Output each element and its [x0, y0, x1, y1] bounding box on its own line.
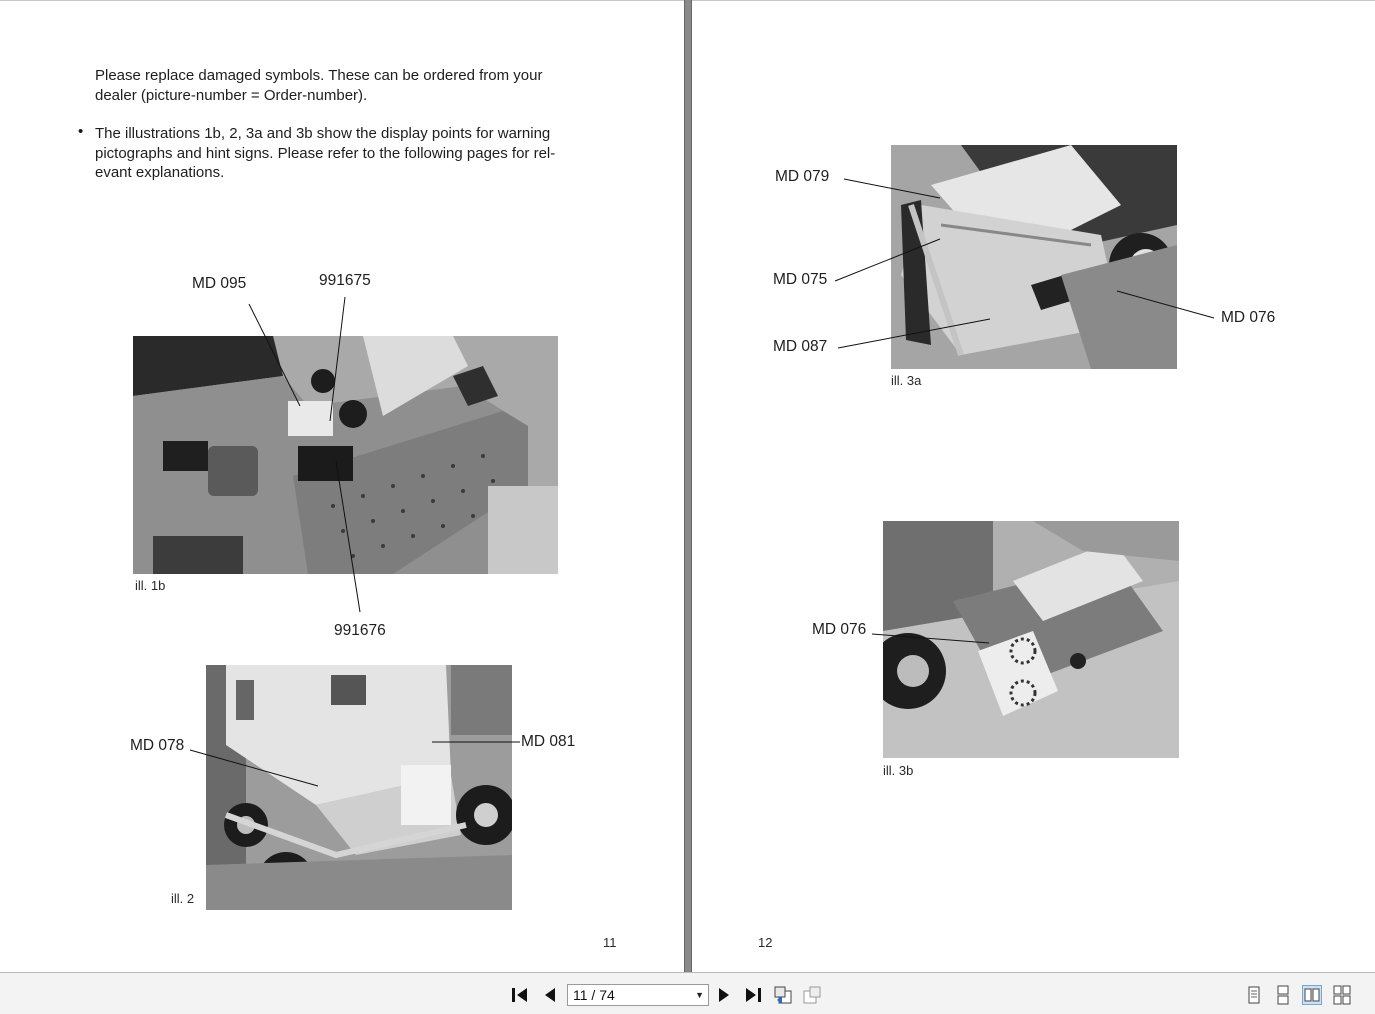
- paragraph-line: Please replace damaged symbols. These can be ordered from your: [95, 67, 543, 84]
- caption-ill-2: ill. 2: [171, 891, 195, 906]
- label-md-081: MD 081: [521, 733, 576, 750]
- paragraph-replace-symbols: [95, 66, 542, 105]
- label-md-079: MD 079: [775, 168, 830, 185]
- label-md-087: MD 087: [773, 338, 828, 355]
- continuous-facing-view-icon[interactable]: [1332, 985, 1352, 1005]
- paragraph-line: The illustrations 1b, 2, 3a and 3b show the display points for warning: [95, 125, 551, 142]
- prev-page-icon[interactable]: [539, 984, 561, 1006]
- label-md-075: MD 075: [773, 271, 828, 288]
- caption-ill-3b: ill. 3b: [883, 763, 914, 778]
- continuous-view-icon[interactable]: [1273, 985, 1293, 1005]
- paragraph-illustrations: [95, 124, 555, 183]
- caption-ill-3a: ill. 3a: [891, 373, 922, 388]
- page-indicator-text: 11 / 74: [573, 987, 615, 1003]
- paragraph-line: evant explanations.: [95, 164, 225, 181]
- photo-ill-3b: [883, 521, 1179, 758]
- page-gutter: [684, 0, 692, 972]
- page-number-select[interactable]: [567, 984, 709, 1006]
- single-page-view-icon[interactable]: [1244, 985, 1264, 1005]
- label-md-076-3a: MD 076: [1221, 309, 1276, 326]
- first-page-icon[interactable]: [509, 984, 531, 1006]
- label-991675: 991675: [319, 272, 371, 289]
- photo-ill-3a: [891, 145, 1177, 369]
- chevron-down-icon: ▼: [695, 990, 704, 1000]
- label-md-095: MD 095: [192, 275, 247, 292]
- label-991676: 991676: [334, 622, 386, 639]
- next-page-icon[interactable]: [713, 984, 735, 1006]
- last-page-icon[interactable]: [742, 984, 764, 1006]
- viewer-toolbar: [0, 972, 1375, 1014]
- go-forward-icon[interactable]: [801, 984, 823, 1006]
- page-number-left: 11: [603, 935, 617, 950]
- label-md-076-3b: MD 076: [812, 621, 867, 638]
- paragraph-line: dealer (picture-number = Order-number).: [95, 86, 368, 104]
- paragraph-line: pictographs and hint signs. Please refer to the following pages for rel-: [95, 144, 556, 162]
- photo-ill-1b: [133, 336, 558, 574]
- facing-view-icon[interactable]: [1302, 985, 1322, 1005]
- photo-ill-2: [206, 665, 512, 910]
- caption-ill-1b: ill. 1b: [135, 578, 166, 593]
- left-page: [0, 0, 684, 973]
- page-number-right: 12: [758, 935, 773, 950]
- bullet-marker: •: [78, 123, 84, 140]
- go-back-icon[interactable]: [772, 984, 794, 1006]
- label-md-078: MD 078: [130, 737, 185, 754]
- right-page: [692, 0, 1375, 973]
